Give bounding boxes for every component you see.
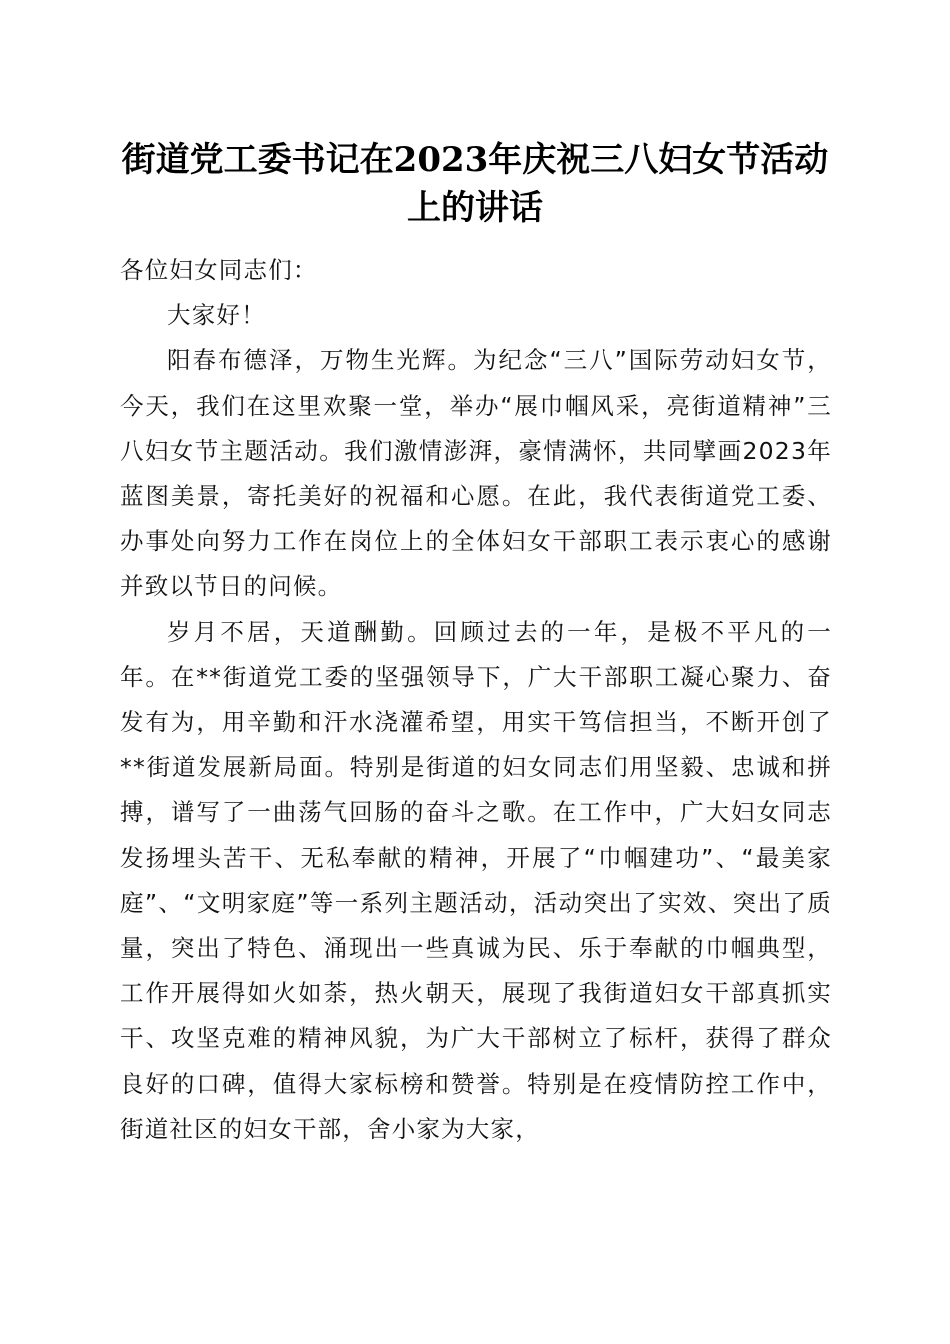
- paragraph-review: 岁月不居，天道酬勤。回顾过去的一年，是极不平凡的一年。在**街道党工委的坚强领导下，广大干部职工凝心聚力、奋发有为，用辛勤和汗水浇灌希望，用实干笃信担当，不断开创了**街道发展新局面。特别是街道的妇女同志们用坚毅、忠诚和拼搏，谱写了一曲荡气回肠的奋斗之歌。在工作中，广大妇女同志发扬埋头苦干、无私奉献的精神，开展了“巾帼建功”、“最美家庭”、“文明家庭”等一系列主题活动，活动突出了实效、突出了质量，突出了特色、涌现出一些真诚为民、乐于奉献的巾帼典型，工作开展得如火如荼，热火朝天，展现了我街道妇女干部真抓实干、攻坚克难的精神风貌，为广大干部树立了标杆，获得了群众良好的口碑，值得大家标榜和赞誉。特别是在疫情防控工作中，街道社区的妇女干部，舍小家为大家，: [120, 617, 832, 1143]
- salutation: 各位妇女同志们：: [120, 256, 318, 284]
- paragraph-greeting: 大家好！: [167, 301, 266, 330]
- document-body: [120, 248, 832, 1152]
- document-title: 街道党工委书记在2023年庆祝三八妇女节活动上的讲话: [121, 140, 829, 228]
- paragraph-opening: 阳春布德泽，万物生光辉。为纪念“三八”国际劳动妇女节，今天，我们在这里欢聚一堂，举办“展巾帼风采，亮街道精神”三八妇女节主题活动。我们激情澎湃，豪情满怀，共同擘画2023年蓝图美景，寄托美好的祝福和心愿。在此，我代表街道党工委、办事处向努力工作在岗位上的全体妇女干部职工表示衷心的感谢并致以节日的问候。: [120, 346, 832, 601]
